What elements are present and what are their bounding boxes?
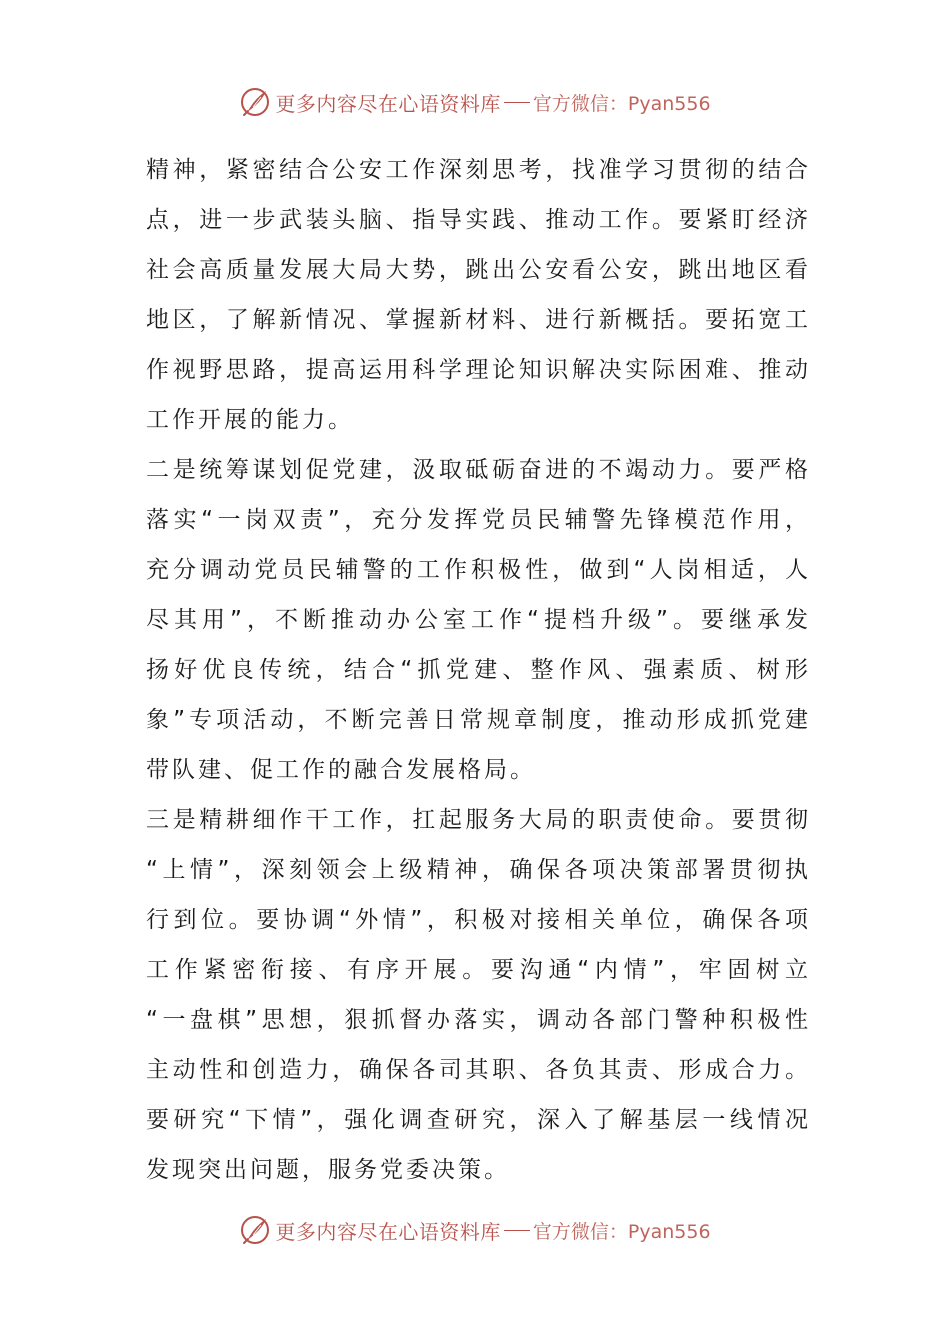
body-line: 扬好优良传统，结合“抓党建、整作风、强素质、树形 [146,657,808,683]
banner-dash [504,1230,530,1231]
body-line: 行到位。要协调“外情”，积极对接相关单位，确保各项 [146,907,808,933]
banner-text: 更多内容尽在心语资料库 [275,1219,501,1244]
body-line: 充分调动党员民辅警的工作积极性，做到“人岗相适，人 [146,557,808,583]
body-line: 二是统筹谋划促党建，汲取砥砺奋进的不竭动力。要严格 [146,457,808,483]
quill-logo-icon [239,1214,271,1246]
banner-text: 更多内容尽在心语资料库 [275,91,501,116]
body-line: 发现突出问题，服务党委决策。 [146,1157,510,1183]
header-banner [0,82,950,122]
body-line: 点，进一步武装头脑、指导实践、推动工作。要紧盯经济 [146,207,808,233]
footer-banner [0,1210,950,1250]
banner-dash [504,102,530,103]
body-line: 带队建、促工作的融合发展格局。 [146,757,536,783]
quill-logo-icon [239,86,271,118]
body-line: 三是精耕细作干工作，扛起服务大局的职责使命。要贯彻 [146,807,808,833]
body-line: 主动性和创造力，确保各司其职、各负其责、形成合力。 [146,1057,808,1083]
document-body [146,145,808,1195]
body-line: “上情”，深刻领会上级精神，确保各项决策部署贯彻执 [146,857,808,883]
body-line: 工作开展的能力。 [146,407,354,433]
body-line: 尽其用”，不断推动办公室工作“提档升级”。要继承发 [146,607,808,633]
body-line: 地区，了解新情况、掌握新材料、进行新概括。要拓宽工 [146,307,808,333]
body-line: “一盘棋”思想，狠抓督办落实，调动各部门警种积极性 [146,1007,808,1033]
wechat-label: 官方微信：Pyan556 [532,1220,711,1243]
body-line: 工作紧密衔接、有序开展。要沟通“内情”，牢固树立 [146,957,808,983]
body-line: 象”专项活动，不断完善日常规章制度，推动形成抓党建 [146,707,808,733]
body-line: 社会高质量发展大局大势，跳出公安看公安，跳出地区看 [146,257,808,283]
wechat-label: 官方微信：Pyan556 [532,92,711,115]
body-line: 作视野思路，提高运用科学理论知识解决实际困难、推动 [146,357,808,383]
body-line: 精神，紧密结合公安工作深刻思考，找准学习贯彻的结合 [146,157,808,183]
body-line: 落实“一岗双责”，充分发挥党员民辅警先锋模范作用， [146,507,808,533]
body-line: 要研究“下情”，强化调查研究，深入了解基层一线情况 [146,1107,808,1133]
